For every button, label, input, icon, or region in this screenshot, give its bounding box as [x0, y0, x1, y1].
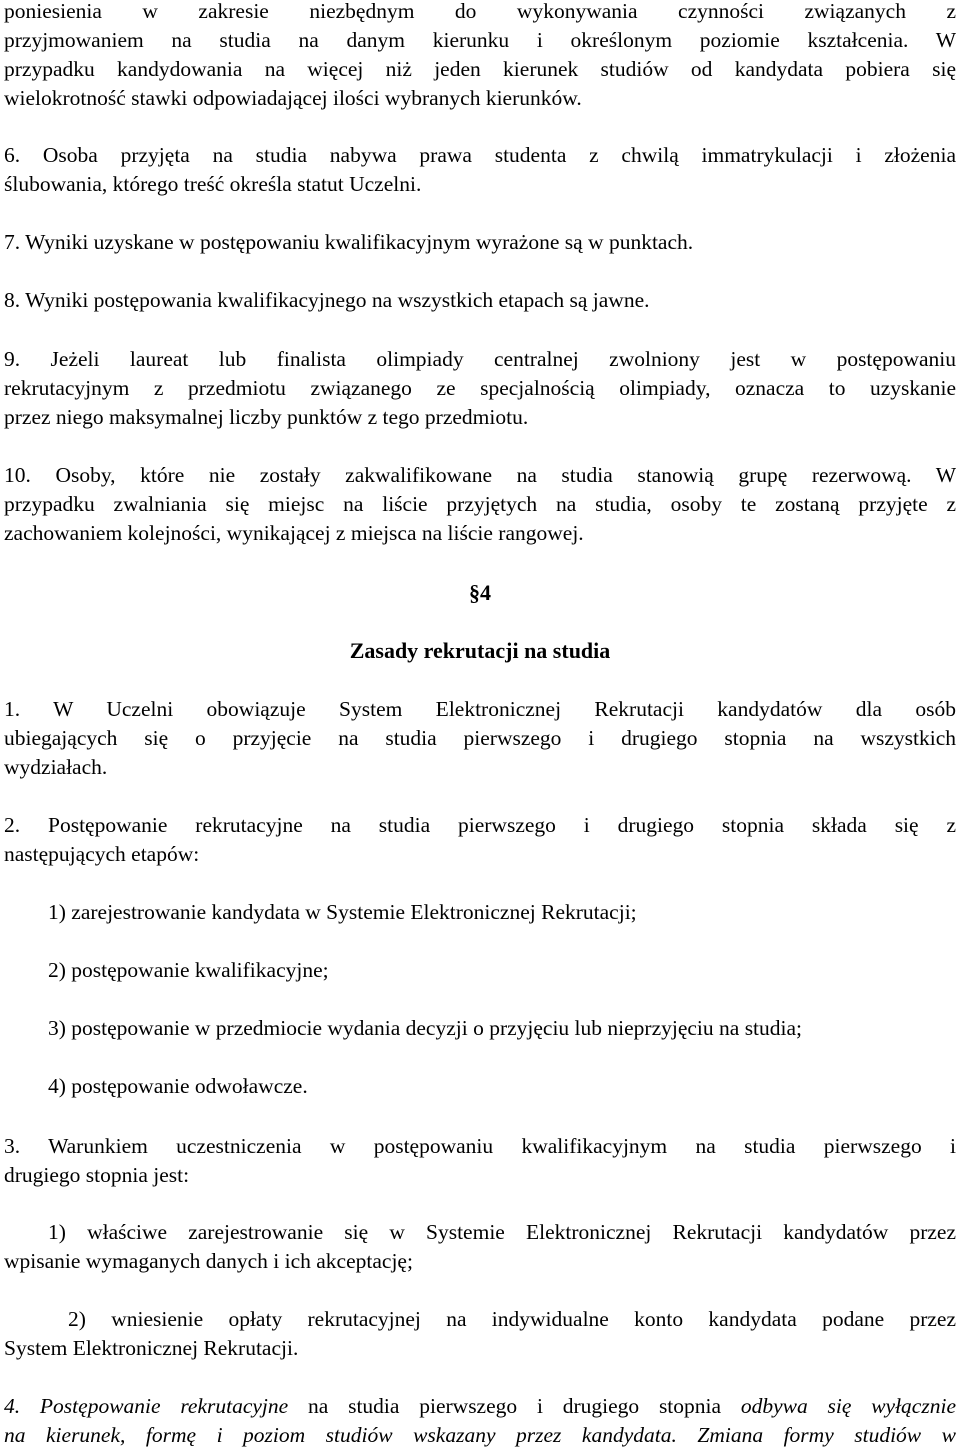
condition-2-line-1: 2) wniesienie opłaty rekrutacyjnej na indywidualne konto kandydata podane przez — [68, 1307, 956, 1331]
stage-2: 2) postępowanie kwalifikacyjne; — [48, 958, 329, 982]
rule-3-line-2: drugiego stopnia jest: — [4, 1163, 190, 1187]
rule-4-line-2: na kierunek, formę i poziom studiów wskazany przez kandydata. Zmiana formy studiów w — [4, 1423, 956, 1447]
condition-1-line-1: 1) właściwe zarejestrowanie się w Systemie Elektronicznej Rekrutacji kandydatów przez — [48, 1220, 956, 1244]
item-6-line-2: ślubowania, którego treść określa statut Uczelni. — [4, 172, 422, 196]
rule-1-line-2: ubiegających się o przyjęcie na studia pierwszego i drugiego stopnia na wszystkich — [4, 726, 956, 750]
intro-line-1: poniesienia w zakresie niezbędnym do wykonywania czynności związanych z — [4, 0, 956, 23]
intro-line-3: przypadku kandydowania na więcej niż jeden kierunek studiów od kandydata pobiera się — [4, 57, 956, 81]
intro-line-2: przyjmowaniem na studia na danym kierunku i określonym poziomie kształcenia. W — [4, 28, 956, 52]
item-10-line-2: przypadku zwalniania się miejsc na liście przyjętych na studia, osoby te zostaną przyjęte z — [4, 492, 956, 516]
item-9-line-1: 9. Jeżeli laureat lub finalista olimpiady centralnej zwolniony jest w postępowaniu — [4, 347, 956, 371]
section-number: §4 — [469, 580, 491, 605]
rule-2-line-2: następujących etapów: — [4, 842, 200, 866]
item-10-line-1: 10. Osoby, które nie zostały zakwalifikowane na studia stanowią grupę rezerwową. W — [4, 463, 956, 487]
rule-4-regular: na studia pierwszego i drugiego stopnia — [288, 1394, 741, 1418]
rule-4-italic-2: odbywa się wyłącznie — [740, 1394, 956, 1418]
rule-3-line-1: 3. Warunkiem uczestniczenia w postępowaniu kwalifikacyjnym na studia pierwszego i — [4, 1134, 956, 1158]
item-8: 8. Wyniki postępowania kwalifikacyjnego na wszystkich etapach są jawne. — [4, 288, 650, 312]
item-7: 7. Wyniki uzyskane w postępowaniu kwalifikacyjnym wyrażone są w punktach. — [4, 230, 694, 254]
rule-4-italic-1: 4. Postępowanie rekrutacyjne — [4, 1394, 289, 1418]
section-title: Zasady rekrutacji na studia — [349, 638, 611, 663]
condition-2-line-2: System Elektronicznej Rekrutacji. — [4, 1336, 299, 1360]
intro-line-4: wielokrotność stawki odpowiadającej ilości wybranych kierunków. — [4, 86, 582, 110]
stage-4: 4) postępowanie odwoławcze. — [48, 1074, 308, 1098]
condition-1-line-2: wpisanie wymaganych danych i ich akceptację; — [4, 1249, 413, 1273]
item-9-line-3: przez niego maksymalnej liczby punktów z tego przedmiotu. — [4, 405, 529, 429]
rule-1-line-3: wydziałach. — [4, 755, 108, 779]
stage-3: 3) postępowanie w przedmiocie wydania decyzji o przyjęciu lub nieprzyjęciu na studia; — [48, 1016, 803, 1040]
stage-1: 1) zarejestrowanie kandydata w Systemie Elektronicznej Rekrutacji; — [48, 900, 637, 924]
rule-1-line-1: 1. W Uczelni obowiązuje System Elektronicznej Rekrutacji kandydatów dla osób — [4, 697, 956, 721]
item-10-line-3: zachowaniem kolejności, wynikającej z miejsca na liście rangowej. — [4, 521, 584, 545]
item-6-line-1: 6. Osoba przyjęta na studia nabywa prawa studenta z chwilą immatrykulacji i złożenia — [4, 143, 956, 167]
rule-4-line-1 — [4, 1392, 956, 1421]
item-9-line-2: rekrutacyjnym z przedmiotu związanego ze specjalnością olimpiady, oznacza to uzyskanie — [4, 376, 956, 400]
rule-2-line-1: 2. Postępowanie rekrutacyjne na studia pierwszego i drugiego stopnia składa się z — [4, 813, 956, 837]
